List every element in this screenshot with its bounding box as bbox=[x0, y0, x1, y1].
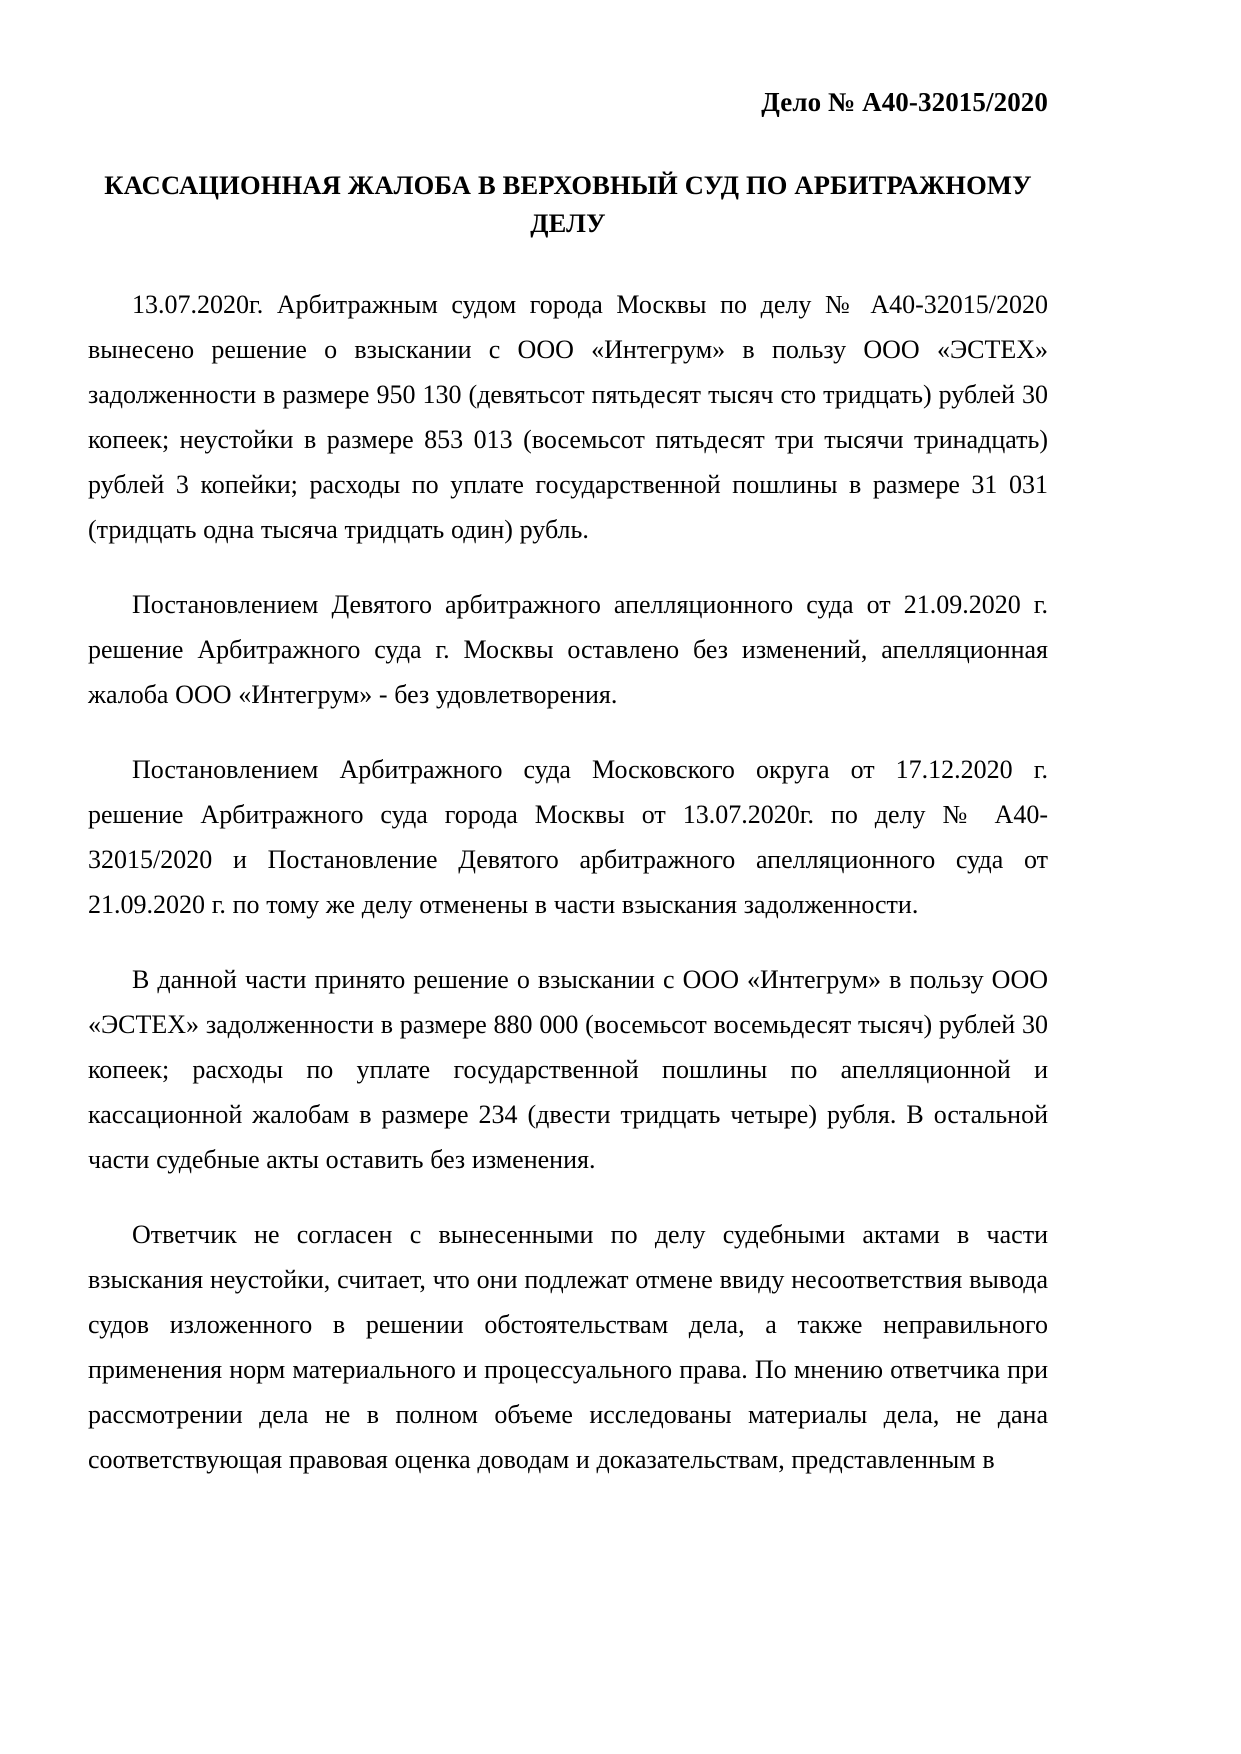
paragraph: В данной части принято решение о взыскании с ООО «Интегрум» в пользу ООО «ЭСТЕХ» задолженности в размере 880 000 (восемьсот восемьдесят тысяч) рублей 30 копеек; расходы по уплате государственной пошлины по апелляционной и кассационной жалобам в размере 234 (двести тридцать четыре) рубля. В остальной части судебные акты оставить без изменения. bbox=[88, 965, 1048, 1175]
page-content bbox=[88, 0, 1048, 1482]
paragraph: Ответчик не согласен с вынесенными по делу судебными актами в части взыскания неустойки, считает, что они подлежат отмене ввиду несоответствия вывода судов изложенного в решении обстоятельствам дела, а также неправильного применения норм материального и процессуального права. По мнению ответчика при рассмотрении дела не в полном объеме исследованы материалы дела, не дана соответствующая правовая оценка доводам и доказательствам, представленным в bbox=[88, 1220, 1048, 1475]
document-body bbox=[88, 282, 1048, 1482]
document-title: КАССАЦИОННАЯ ЖАЛОБА В ВЕРХОВНЫЙ СУД ПО АРБИТРАЖНОМУ ДЕЛУ bbox=[104, 170, 1032, 239]
paragraph: Постановлением Девятого арбитражного апелляционного суда от 21.09.2020 г. решение Арбитражного суда г. Москвы оставлено без изменений, апелляционная жалоба ООО «Интегрум» - без удовлетворения. bbox=[88, 590, 1048, 710]
case-number-header: Дело № А40-32015/2020 bbox=[761, 87, 1048, 117]
paragraph: Постановлением Арбитражного суда Московского округа от 17.12.2020 г. решение Арбитражного суда города Москвы от 13.07.2020г. по делу № А40-32015/2020 и Постановление Девятого арбитражного апелляционного суда от 21.09.2020 г. по тому же делу отменены в части взыскания задолженности. bbox=[88, 755, 1048, 920]
paragraph: 13.07.2020г. Арбитражным судом города Москвы по делу № А40-32015/2020 вынесено решение о взыскании с ООО «Интегрум» в пользу ООО «ЭСТЕХ» задолженности в размере 950 130 (девятьсот пятьдесят тысяч сто тридцать) рублей 30 копеек; неустойки в размере 853 013 (восемьсот пятьдесят три тысячи тринадцать) рублей 3 копейки; расходы по уплате государственной пошлины в размере 31 031 (тридцать одна тысяча тридцать один) рубль. bbox=[88, 290, 1048, 545]
